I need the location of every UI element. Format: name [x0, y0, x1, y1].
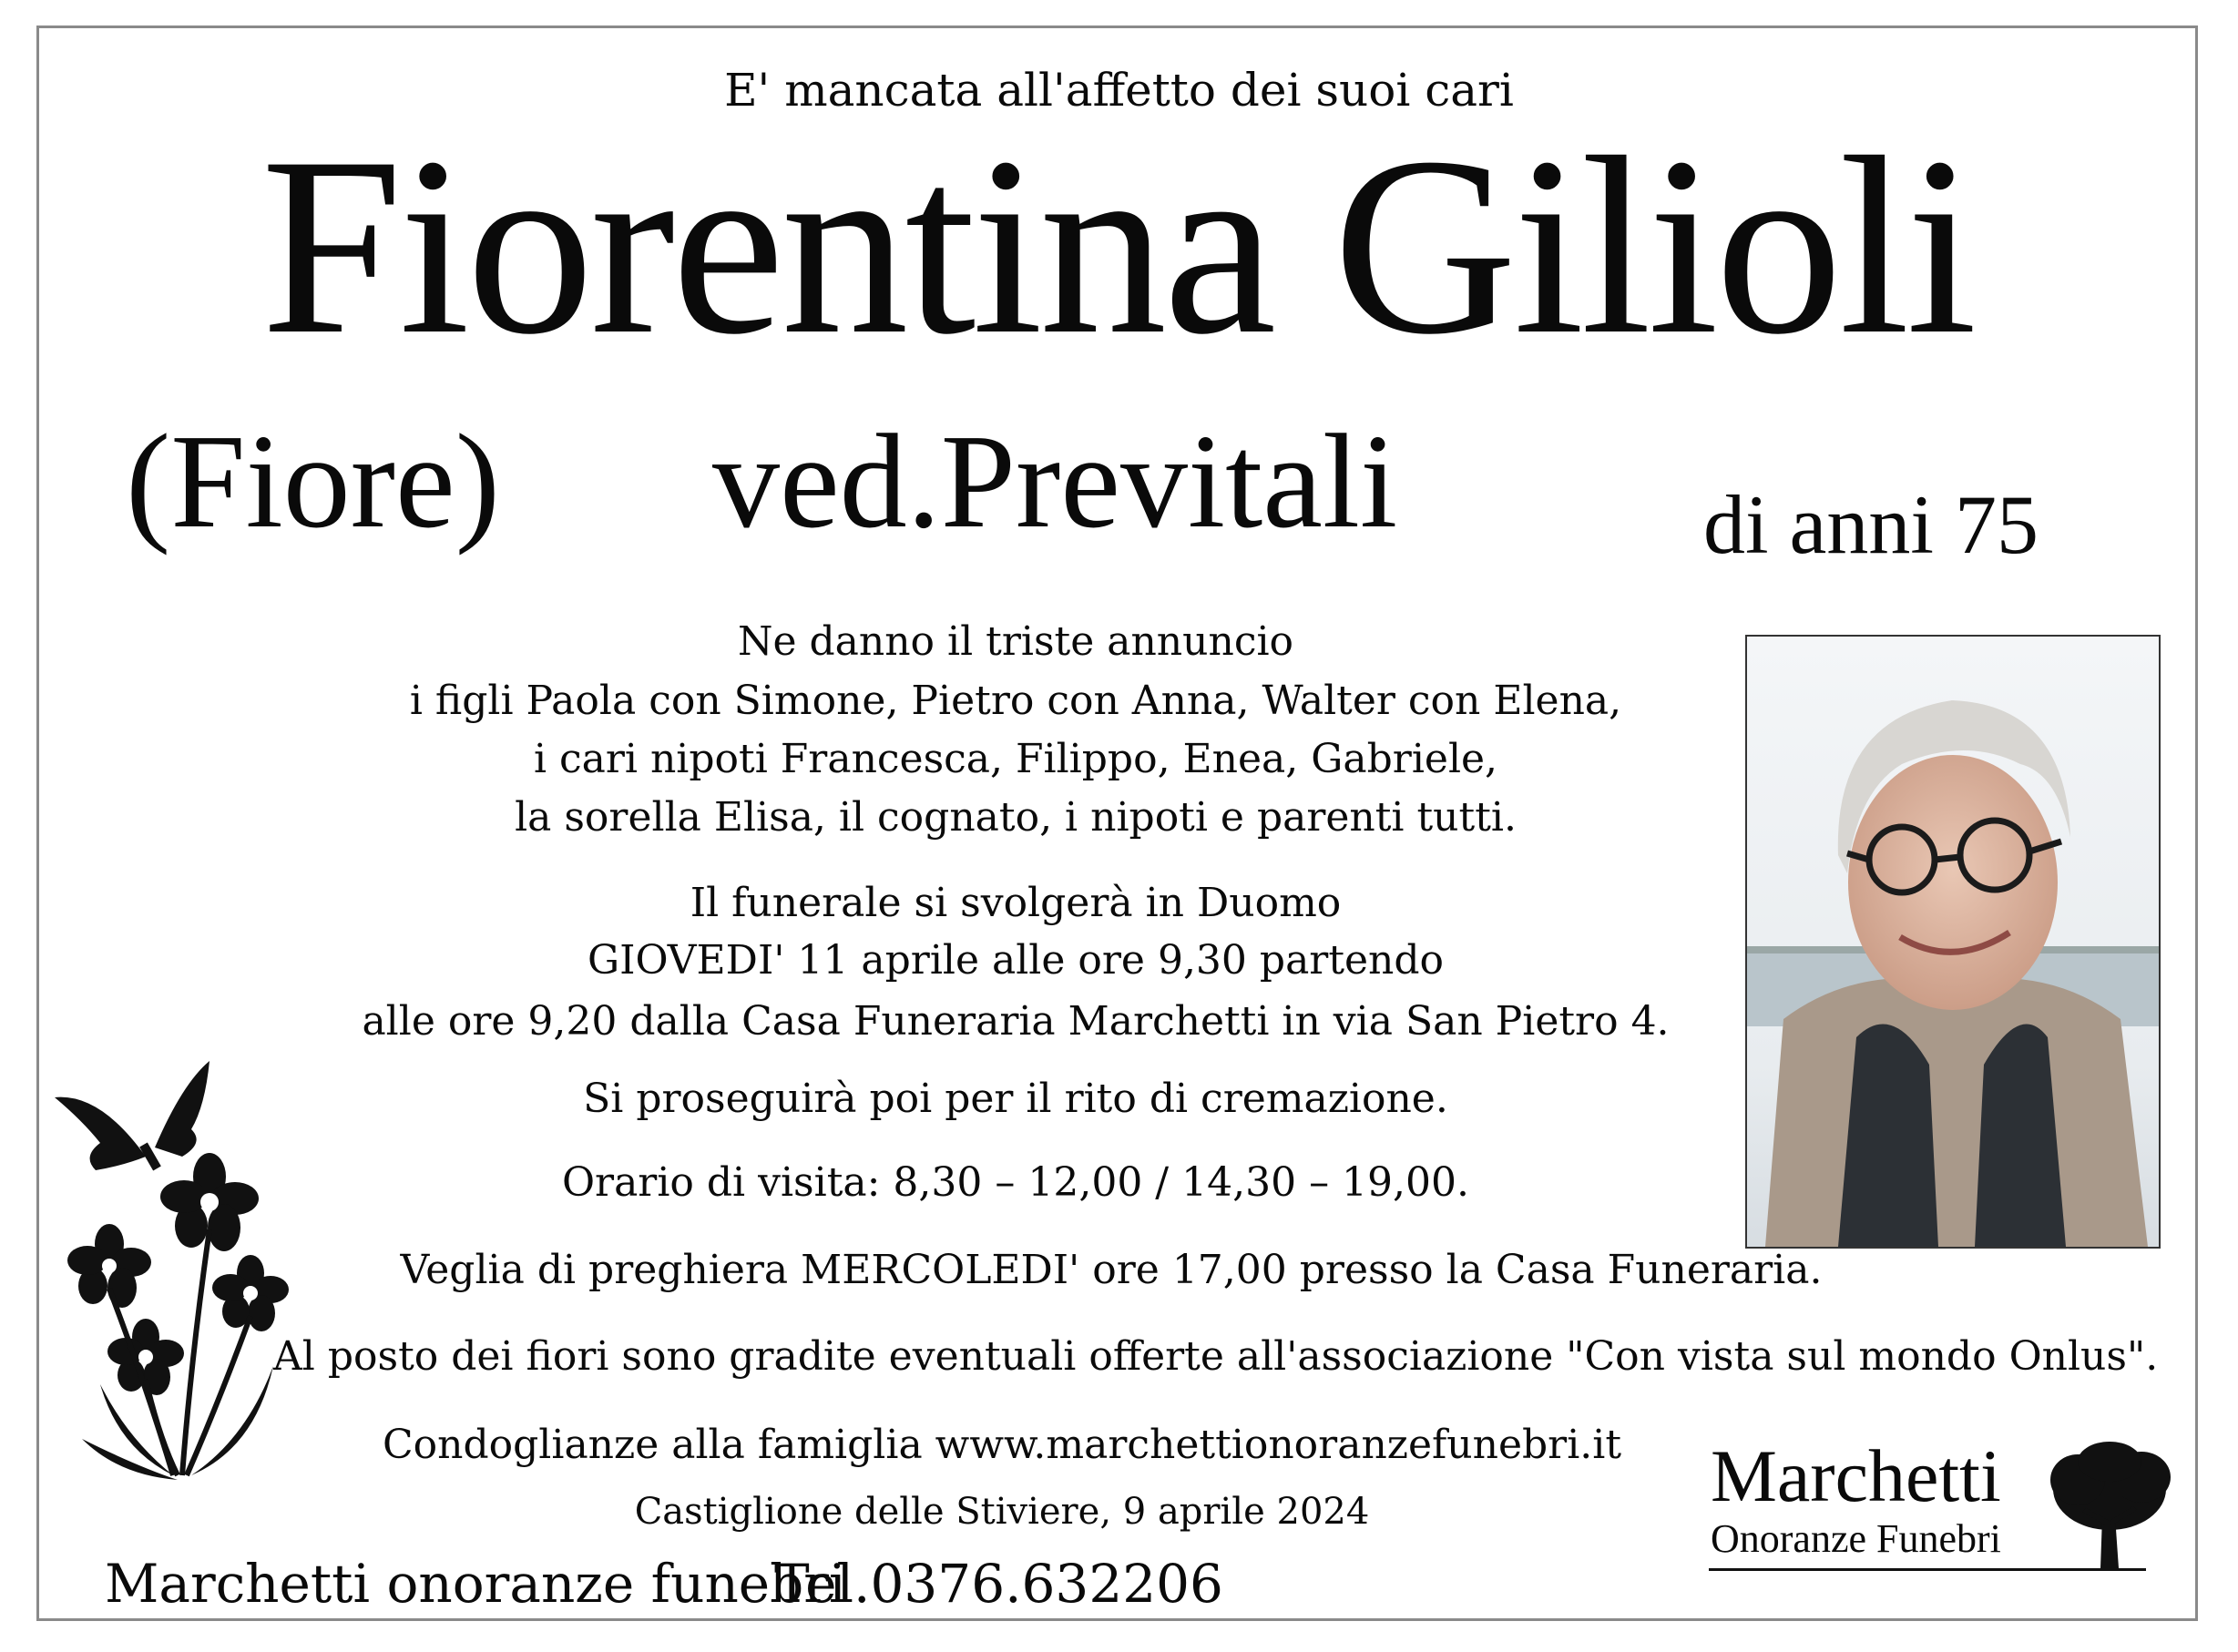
widow-of: ved.Previtali [712, 407, 1398, 556]
footer-company: Marchetti onoranze funebri [105, 1553, 846, 1615]
funeral-line: GIOVEDI' 11 aprile alle ore 9,30 partendo [587, 937, 1445, 984]
footer-phone: Tel.0376.632206 [774, 1553, 1223, 1615]
deceased-name: Fiorentina Gilioli [261, 104, 1974, 387]
announcement-line: i figli Paola con Simone, Pietro con Anna, Walter con Elena, [409, 678, 1622, 724]
funeral-line: alle ore 9,20 dalla Casa Funeraria Marchetti in via San Pietro 4. [362, 998, 1670, 1045]
flower-butterfly-icon [46, 1056, 319, 1494]
nickname: (Fiore) [126, 407, 500, 556]
vigil-text: Veglia di preghiera MERCOLEDI' ore 17,00 presso la Casa Funeraria. [400, 1247, 1823, 1293]
tree-icon [2046, 1439, 2173, 1571]
funeral-line: Il funerale si svolgerà in Duomo [690, 880, 1342, 926]
funeral-line: Si proseguirà poi per il rito di cremazione. [583, 1076, 1448, 1122]
deceased-photo [1745, 635, 2161, 1249]
visiting-hours: Orario di visita: 8,30 – 12,00 / 14,30 – 19,00. [561, 1159, 1470, 1206]
condolences-text: Condoglianze alla famiglia www.marchettionoranzefunebri.it [382, 1422, 1622, 1468]
logo-subtitle: Onoranze Funebri [1711, 1516, 2001, 1561]
intro-text: E' mancata all'affetto dei suoi cari [724, 64, 1514, 117]
place-date: Castiglione delle Stiviere, 9 aprile 2024 [634, 1491, 1370, 1533]
age: di anni 75 [1703, 478, 2039, 571]
announcement-line: la sorella Elisa, il cognato, i nipoti e parenti tutti. [515, 794, 1517, 841]
announcement-line: Ne danno il triste annuncio [737, 618, 1294, 665]
donation-text: Al posto dei fiori sono gradite eventuali offerte all'associazione "Con vista sul mondo Onlus". [273, 1333, 2159, 1380]
announcement-line: i cari nipoti Francesca, Filippo, Enea, Gabriele, [533, 736, 1498, 782]
company-logo [1709, 1434, 2173, 1576]
logo-name: Marchetti [1711, 1434, 2001, 1517]
